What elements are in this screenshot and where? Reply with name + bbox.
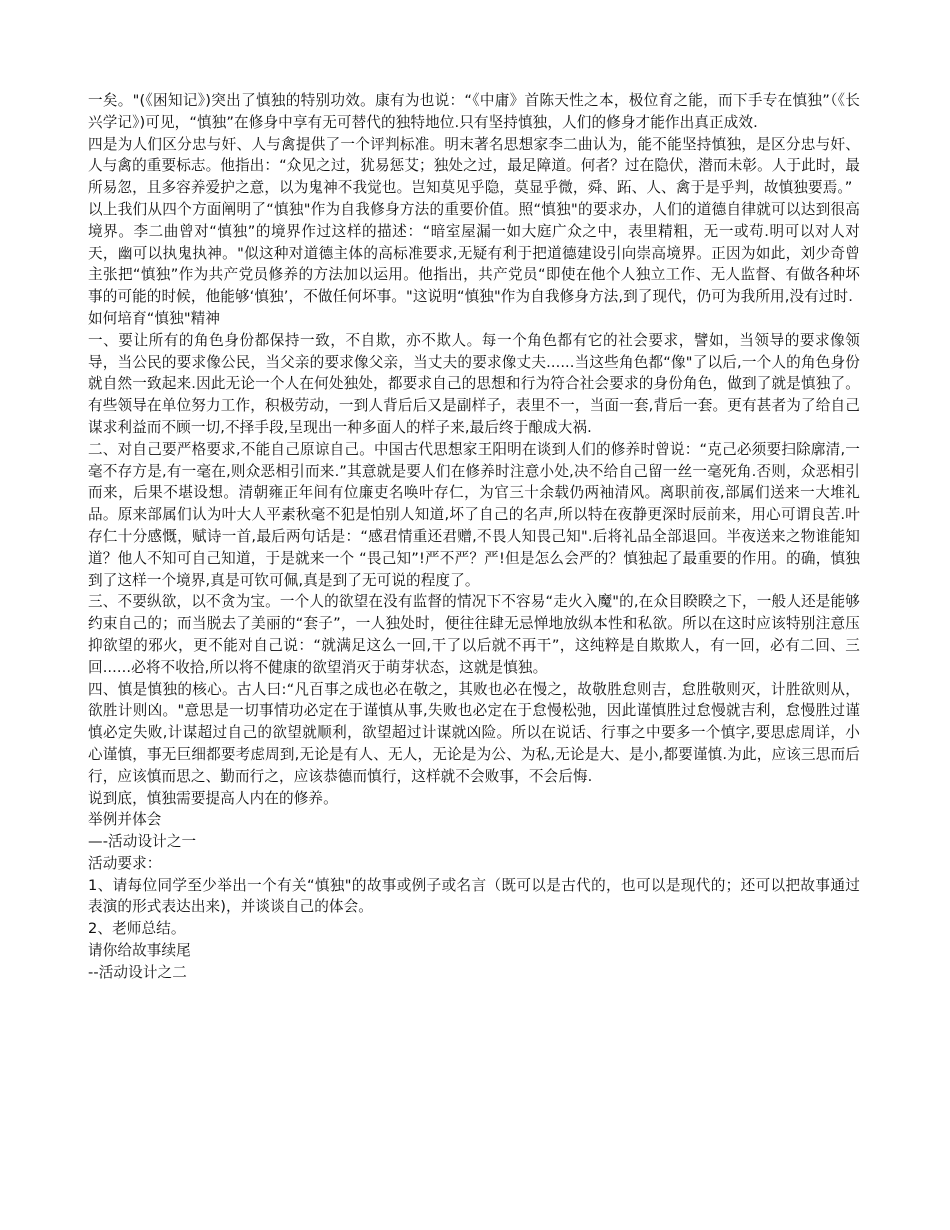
activity-requirements-label: 活动要求：	[88, 854, 162, 872]
paragraph-method-four: 四、慎是慎独的核心。古人曰:“凡百事之成也必在敬之，其败也必在慢之，故敬胜怠则吉，怠胜敬则灭，计胜欲则从，欲胜计则凶。"意思是一切事情功必定在于谨慎从事,失败也必定在于怠慢松弛，因此谨慎胜过怠慢就吉利，怠慢胜过谨慎必定失败,计谋超过自己的欲望就顺利，欲望超过计谋就凶险。所以在说话、行事之中要多一个慎字,要思虑周详，小心谨慎，事无巨细都要考虑周到,无论是有人、无人，无论是为公、为私,无论是大、是小,都要谨慎.为此，应该三思而后行，应该慎而思之、勤而行之，应该恭德而慎行，这样就不会败事，不会后悔.	[88, 680, 860, 785]
activity-label-two: --活动设计之二	[88, 963, 187, 981]
paragraph-conclusion: 说到底，慎独需要提高人内在的修养。	[88, 789, 338, 807]
section-heading-story-ending: 请你给故事续尾	[88, 942, 191, 960]
section-heading-examples: 举例并体会	[88, 811, 162, 829]
section-heading-cultivate: 如何培育“慎独"精神	[88, 309, 221, 327]
paragraph-method-three: 三、不要纵欲，以不贪为宝。一个人的欲望在没有监督的情况下不容易“走火入魔"的,在众目睽睽之下，一般人还是能够约束自己的；而当脱去了美丽的“套子”，一人独处时，便往往肆无忌惮地放纵本性和私欲。所以在这时应该特别注意压抑欲望的邪火，更不能对自己说：“就满足这么一回,干了以后就不再干”，这纯粹是自欺欺人，有一回，必有二回、三回......必将不收拾,所以将不健康的欲望消灭于萌芽状态，这就是慎独。	[88, 593, 860, 676]
paragraph-summary-value: 以上我们从四个方面阐明了“慎独"作为自我修身方法的重要价值。照“慎独"的要求办，人们的道德自律就可以达到很高境界。李二曲曾对“慎独”的境界作过这样的描述：“暗室屋漏一如大庭广众之中，表里精粗，无一或苟.明可以对人对天，幽可以执鬼执神。"似这种对道德主体的高标准要求,无疑有利于把道德建设引向崇高境界。正因为如此，刘少奇曾主张把“慎独”作为共产党员修养的方法加以运用。他指出，共产党员“即使在他个人独立工作、无人监督、有做各种坏事的可能的时候，他能够‘慎独’，不做任何坏事。"这说明“慎独"作为自我修身方法,到了现代，仍可为我所用,没有过时.	[88, 200, 860, 306]
activity-label-one: —-活动设计之一	[88, 833, 197, 851]
paragraph-intro-quote: 一矣。"(《困知记》)突出了慎独的特别功效。康有为也说：“《中庸》首陈天性之本，极位育之能，而下手专在慎独”（《长兴学记》)可见，“慎独”在修身中享有无可替代的独特地位.只有坚持慎独，人们的修身才能作出真正成效.	[88, 92, 860, 131]
paragraph-method-one: 一、要让所有的角色身份都保持一致，不自欺，亦不欺人。每一个角色都有它的社会要求，譬如，当领导的要求像领导，当公民的要求像公民，当父亲的要求像父亲，当丈夫的要求像丈夫......当这些角色都“像"了以后,一个人的角色身份就自然一致起来.因此无论一个人在何处独处，都要求自己的思想和行为符合社会要求的身份角色，做到了就是慎独了。有些领导在单位努力工作，积极劳动，一到人背后后又是副样子，表里不一，当面一套,背后一套。更有甚者为了给自己谋求利益而不顾一切,不择手段,呈现出一种多面人的样子来,最后终于酿成大祸.	[88, 331, 860, 436]
activity-requirement-one: 1、请每位同学至少举出一个有关“慎独"的故事或例子或名言（既可以是古代的，也可以是现代的；还可以把故事通过表演的形式表达出来)，并谈谈自己的体会。	[88, 876, 860, 916]
activity-requirement-two: 2、老师总结。	[88, 920, 186, 938]
paragraph-method-two: 二、对自己要严格要求,不能自己原谅自己。中国古代思想家王阳明在谈到人们的修养时曾说：“克己必须要扫除廓清,一毫不存方是,有一毫在,则众恶相引而来.”其意就是要人们在修养时注意小处,决不给自己留一丝一毫死角.否则，众恶相引而来，后果不堪设想。清朝雍正年间有位廉吏名唤叶存仁，为官三十余载仍两袖清风。离职前夜,部属们送来一大堆礼品。原来部属们认为叶大人平素秋毫不犯是怕别人知道,坏了自己的名声,所以特在夜静更深时辰前来，用心可谓良苦.叶存仁十分感慨，赋诗一首,最后两句话是：“感君情重还君赠,不畏人知畏己知".后将礼品全部退回。半夜送来之物谁能知道？他人不知可自己知道，于是就来一个 “畏己知”!严不严？严!但是怎么会严的？慎独起了最重要的作用。的确，慎独到了这样一个境界,真是可钦可佩,真是到了无可说的程度了。	[88, 440, 860, 589]
paragraph-point-four-standard: 四是为人们区分忠与奸、人与禽提供了一个评判标准。明末著名思想家李二曲认为，能不能坚持慎独，是区分忠与奸、人与禽的重要标志。他指出：“众见之过，犹易惩艾；独处之过，最足障道。何者？过在隐伏，潜而未彰。人于此时，最所易忽，且多容养爱护之意，以为鬼神不我觉也。岂知莫见乎隐，莫显乎微，舜、跖、人、禽于是乎判，故慎独要焉。”	[88, 135, 860, 197]
document-body	[88, 90, 860, 984]
